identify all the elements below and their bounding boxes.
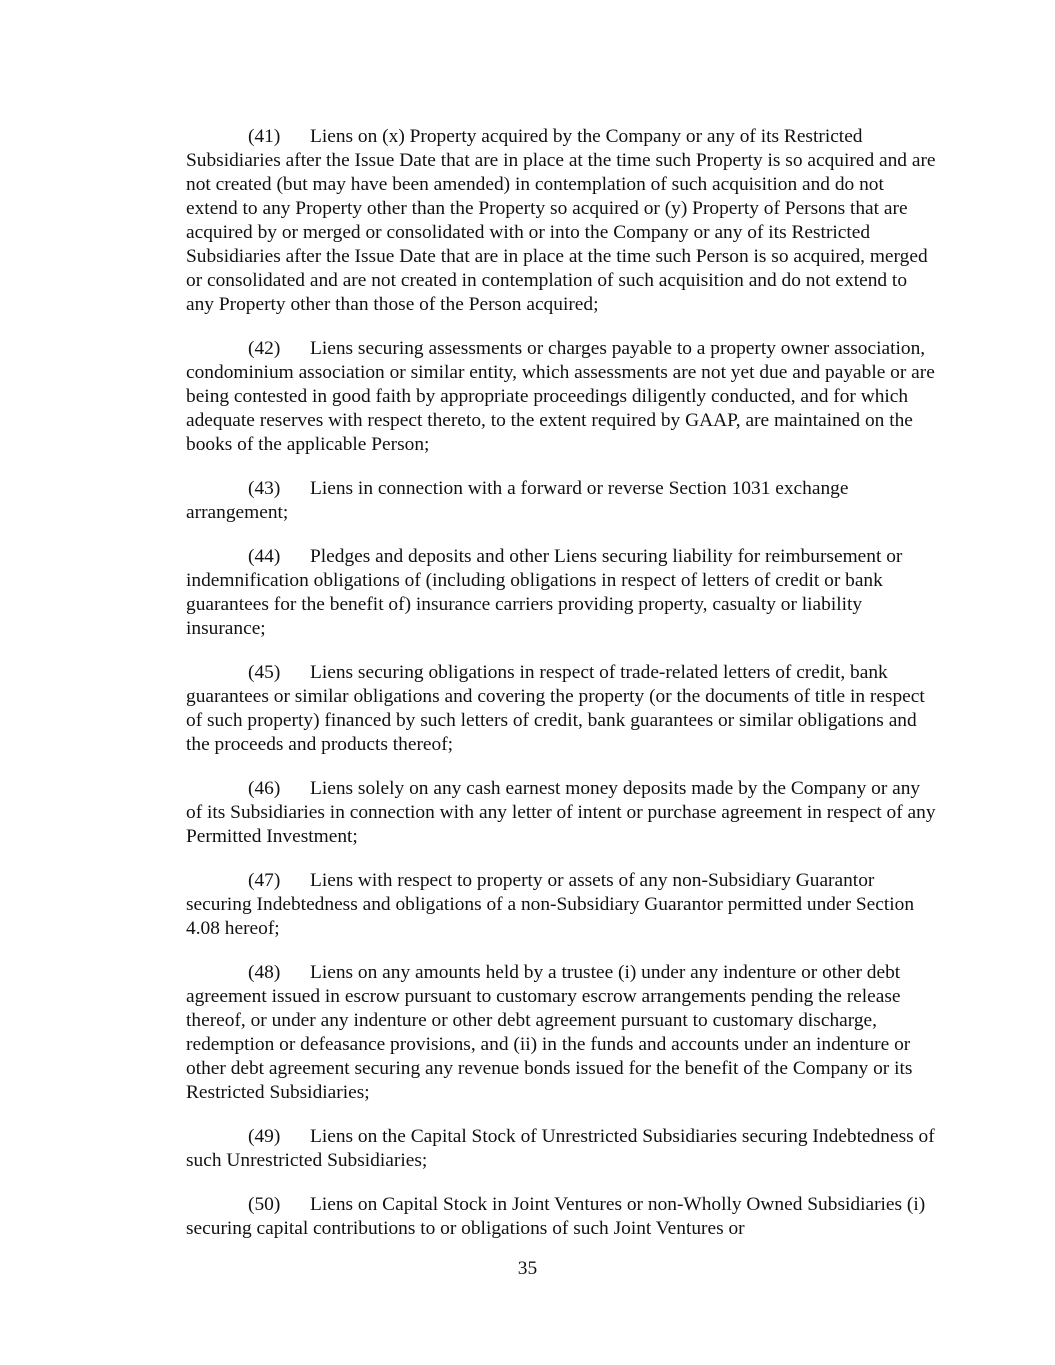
clause-number: (48) [248, 962, 281, 983]
clause-47 [186, 869, 936, 941]
clause-46 [186, 777, 936, 849]
clause-text: Liens on (x) Property acquired by the Company or any of its Restricted Subsidiaries after the Issue Date that are in place at the time such Property is so acquired and are not created (but may have been amended) in contemplation of such acquisition and do not extend to any Property other than the Property so acquired or (y) Property of Persons that are acquired by or merged or consolidated with or into the Company or any of its Restricted Subsidiaries after the Issue Date that are in place at the time such Person is so acquired, merged or consolidated and are not created in contemplation of such acquisition and do not extend to any Property other than those of the Person acquired; [186, 126, 936, 315]
clause-48 [186, 961, 936, 1105]
clause-49 [186, 1125, 936, 1173]
clause-text: Pledges and deposits and other Liens securing liability for reimbursement or indemnification obligations of (including obligations in respect of letters of credit or bank guarantees for the benefit of) insurance carriers providing property, casualty or liability insurance; [186, 546, 903, 639]
clause-number: (49) [248, 1126, 281, 1147]
clause-text: Liens on the Capital Stock of Unrestricted Subsidiaries securing Indebtedness of such Unrestricted Subsidiaries; [186, 1126, 935, 1171]
clause-42 [186, 337, 936, 457]
clause-text: Liens in connection with a forward or reverse Section 1031 exchange arrangement; [186, 478, 849, 523]
clause-50 [186, 1193, 936, 1241]
clause-43 [186, 477, 936, 525]
clause-44 [186, 545, 936, 641]
clause-number: (45) [248, 662, 281, 683]
clause-number: (47) [248, 870, 281, 891]
clause-text: Liens solely on any cash earnest money deposits made by the Company or any of its Subsidiaries in connection with any letter of intent or purchase agreement in respect of any Permitted Investment; [186, 778, 936, 847]
clause-list [186, 125, 936, 1261]
clause-number: (46) [248, 778, 281, 799]
clause-41 [186, 125, 936, 317]
page-number: 35 [517, 1258, 538, 1279]
clause-number: (50) [248, 1194, 281, 1215]
clause-text: Liens securing obligations in respect of trade-related letters of credit, bank guarantees or similar obligations and covering the property (or the documents of title in respect of such property) financed by such letters of credit, bank guarantees or similar obligations and the proceeds and products thereof; [186, 662, 925, 755]
clause-45 [186, 661, 936, 757]
clause-text: Liens on any amounts held by a trustee (i) under any indenture or other debt agreement issued in escrow pursuant to customary escrow arrangements pending the release thereof, or under any indenture or other debt agreement pursuant to customary discharge, redemption or defeasance provisions, and (ii) in the funds and accounts under an indenture or other debt agreement securing any revenue bonds issued for the benefit of the Company or its Restricted Subsidiaries; [186, 962, 913, 1103]
clause-text: Liens with respect to property or assets of any non-Subsidiary Guarantor securing Indebtedness and obligations of a non-Subsidiary Guarantor permitted under Section 4.08 hereof; [186, 870, 915, 939]
clause-text: Liens on Capital Stock in Joint Ventures or non-Wholly Owned Subsidiaries (i) securing capital contributions to or obligations of such Joint Ventures or [186, 1194, 926, 1239]
clause-number: (41) [248, 126, 281, 147]
clause-text: Liens securing assessments or charges payable to a property owner association, condominium association or similar entity, which assessments are not yet due and payable or are being contested in good faith by appropriate proceedings diligently conducted, and for which adequate reserves with respect thereto, to the extent required by GAAP, are maintained on the books of the applicable Person; [186, 338, 935, 455]
clause-number: (44) [248, 546, 281, 567]
clause-number: (42) [248, 338, 281, 359]
clause-number: (43) [248, 478, 281, 499]
